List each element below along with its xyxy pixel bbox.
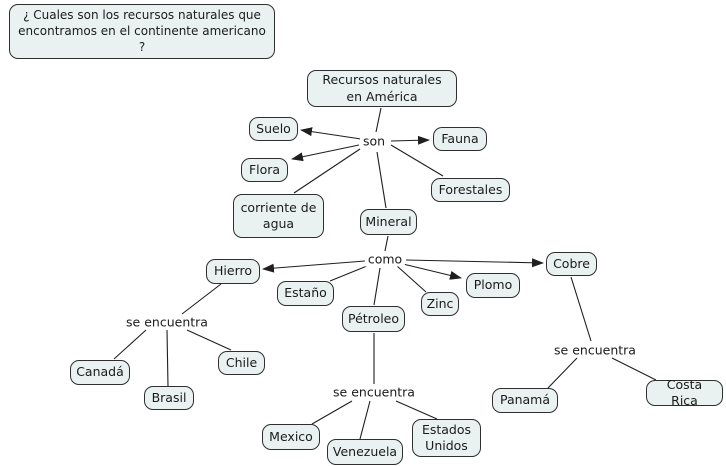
edge-como-zinc	[397, 266, 426, 292]
edge-son-suelo	[301, 130, 361, 139]
edge-seencuentra-mexico	[312, 401, 352, 424]
edge-son-fauna	[391, 140, 429, 141]
edge-seencuentra-venezuela	[360, 401, 370, 439]
concept-node-chile[interactable]: Chile	[218, 351, 265, 375]
edge-como-plomo	[403, 264, 461, 278]
concept-node-cobre[interactable]: Cobre	[546, 252, 597, 276]
concept-node-petroleo[interactable]: Pétroleo	[342, 306, 405, 332]
concept-node-hierro[interactable]: Hierro	[206, 259, 260, 284]
linking-phrase-como[interactable]: como	[365, 252, 405, 267]
edge-son-corriente	[294, 149, 360, 193]
edge-recursos-son	[376, 108, 381, 132]
linking-phrase-son[interactable]: son	[360, 134, 388, 149]
concept-node-costa-rica[interactable]: Costa Rica	[646, 380, 723, 406]
edge-como-petroleo	[374, 268, 380, 305]
concept-node-corriente-de-agua[interactable]: corriente de agua	[233, 194, 324, 238]
edge-cobre-seencuentra	[571, 277, 591, 341]
concept-node-mexico[interactable]: Mexico	[262, 424, 320, 450]
edge-son-forestales	[391, 145, 443, 176]
edge-mineral-como	[385, 236, 388, 251]
edge-como-cobre	[406, 260, 543, 263]
concept-node-panama[interactable]: Panamá	[492, 388, 558, 413]
concept-node-estados-unidos[interactable]: Estados Unidos	[412, 419, 481, 457]
concept-node-recursos-naturales[interactable]: Recursos naturales en América	[307, 70, 457, 107]
edge-como-estano	[330, 266, 367, 281]
edge-como-hierro	[263, 261, 365, 269]
linking-phrase-se-encuentra-cobre[interactable]: se encuentra	[551, 343, 639, 358]
concept-node-suelo[interactable]: Suelo	[249, 117, 298, 141]
edge-son-mineral	[377, 152, 386, 208]
edge-seencuentra-panama	[548, 358, 577, 388]
concept-node-flora[interactable]: Flora	[241, 158, 288, 182]
linking-phrase-se-encuentra-petroleo[interactable]: se encuentra	[330, 385, 418, 400]
concept-node-brasil[interactable]: Brasil	[144, 386, 194, 410]
edge-seencuentra-brasil	[167, 330, 168, 386]
concept-node-plomo[interactable]: Plomo	[466, 273, 520, 298]
linking-phrase-se-encuentra-hierro[interactable]: se encuentra	[123, 315, 211, 330]
edge-seencuentra-canada	[114, 330, 146, 359]
concept-node-forestales[interactable]: Forestales	[431, 178, 510, 202]
edge-seencuentra-costarica	[612, 358, 656, 380]
edge-hierro-seencuentra	[182, 284, 221, 314]
concept-node-estano[interactable]: Estaño	[277, 281, 334, 306]
concept-node-canada[interactable]: Canadá	[70, 360, 130, 385]
edge-seencuentra-chile	[187, 330, 231, 350]
concept-node-fauna[interactable]: Fauna	[433, 127, 487, 151]
question-box[interactable]: ¿ Cuales son los recursos naturales que encontramos en el continente americano ?	[9, 4, 275, 59]
edge-seencuentra-estadosunidos	[396, 401, 437, 419]
concept-node-zinc[interactable]: Zinc	[421, 292, 459, 316]
concept-node-mineral[interactable]: Mineral	[360, 209, 417, 235]
concept-node-venezuela[interactable]: Venezuela	[327, 439, 403, 465]
